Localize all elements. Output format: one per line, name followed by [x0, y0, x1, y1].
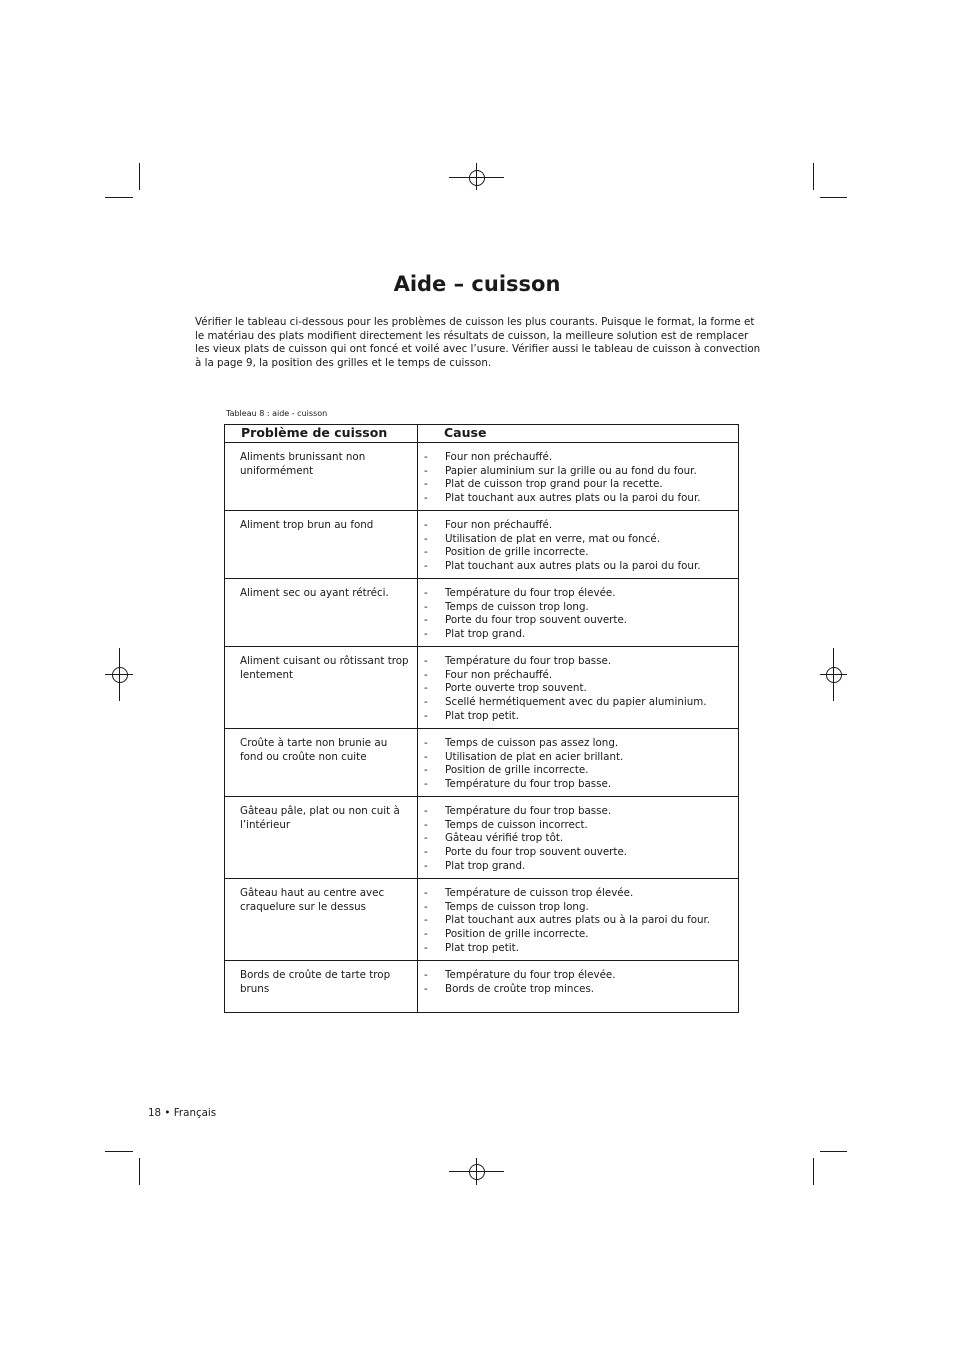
cause-list — [424, 587, 730, 642]
cause-item: - Plat trop grand. — [424, 628, 730, 642]
cause-item: - Plat trop petit. — [424, 942, 730, 956]
table-row — [225, 879, 739, 961]
cause-item: - Gâteau vérifié trop tôt. — [424, 832, 730, 846]
cause-item: - Papier aluminium sur la grille ou au fond du four. — [424, 465, 730, 479]
cause-item: - Température du four trop élevée. — [424, 969, 730, 983]
table-row — [225, 729, 739, 797]
cause-cell — [418, 961, 739, 1013]
crop-mark — [813, 163, 814, 190]
cause-item: - Position de grille incorrecte. — [424, 764, 730, 778]
table-header-row — [225, 425, 739, 443]
table-row — [225, 797, 739, 879]
cause-item: - Scellé hermétiquement avec du papier aluminium. — [424, 696, 730, 710]
cause-list — [424, 519, 730, 574]
crop-mark — [820, 1151, 847, 1152]
cause-item: - Temps de cuisson pas assez long. — [424, 737, 730, 751]
cause-item: - Température du four trop basse. — [424, 805, 730, 819]
table-row — [225, 961, 739, 1013]
cause-cell — [418, 647, 739, 729]
crop-mark — [813, 1158, 814, 1185]
cause-item: - Température de cuisson trop élevée. — [424, 887, 730, 901]
cause-item: - Temps de cuisson trop long. — [424, 601, 730, 615]
cause-item: - Temps de cuisson incorrect. — [424, 819, 730, 833]
problem-cell: Bords de croûte de tarte trop bruns — [225, 961, 418, 1013]
table-body — [225, 443, 739, 1013]
cause-cell — [418, 443, 739, 511]
header-problem: Problème de cuisson — [225, 425, 418, 443]
cause-item: - Porte ouverte trop souvent. — [424, 682, 730, 696]
cause-item: - Plat trop grand. — [424, 860, 730, 874]
problem-cell: Aliment trop brun au fond — [225, 511, 418, 579]
cause-item: - Plat touchant aux autres plats ou à la paroi du four. — [424, 914, 730, 928]
cause-item: - Position de grille incorrecte. — [424, 546, 730, 560]
crop-mark — [105, 197, 133, 198]
cause-item: - Température du four trop basse. — [424, 655, 730, 669]
cause-cell — [418, 729, 739, 797]
cause-item: - Utilisation de plat en verre, mat ou foncé. — [424, 533, 730, 547]
cause-item: - Porte du four trop souvent ouverte. — [424, 614, 730, 628]
crop-mark — [105, 1151, 133, 1152]
cause-item: - Temps de cuisson trop long. — [424, 901, 730, 915]
cause-cell — [418, 511, 739, 579]
problem-cell: Croûte à tarte non brunie au fond ou croûte non cuite — [225, 729, 418, 797]
intro-paragraph: Vérifier le tableau ci-dessous pour les problèmes de cuisson les plus courants. Puisque le format, la forme et le matériau des plats modifient directement les résultats de cuisson, la meilleure solution est de remplacer les vieux plats de cuisson qui ont foncé et voilé avec l’usure. Vérifier aussi le tableau de cuisson à convection à la page 9, la position des grilles et le temps de cuisson. — [195, 316, 761, 370]
problem-cell: Gâteau pâle, plat ou non cuit à l’intérieur — [225, 797, 418, 879]
cause-cell — [418, 797, 739, 879]
cause-item: - Plat de cuisson trop grand pour la recette. — [424, 478, 730, 492]
cause-item: - Plat touchant aux autres plats ou la paroi du four. — [424, 492, 730, 506]
cause-item: - Porte du four trop souvent ouverte. — [424, 846, 730, 860]
table-row — [225, 579, 739, 647]
cause-item: - Plat trop petit. — [424, 710, 730, 724]
table-row — [225, 443, 739, 511]
cooking-help-table — [224, 424, 739, 1013]
cause-item: - Bords de croûte trop minces. — [424, 983, 730, 997]
cause-item: - Température du four trop basse. — [424, 778, 730, 792]
cause-cell — [418, 579, 739, 647]
problem-cell: Aliments brunissant non uniformément — [225, 443, 418, 511]
problem-cell: Aliment sec ou ayant rétréci. — [225, 579, 418, 647]
cause-list — [424, 887, 730, 956]
cause-item: - Four non préchauffé. — [424, 451, 730, 465]
page-footer: 18 • Français — [148, 1107, 217, 1119]
cause-item: - Four non préchauffé. — [424, 669, 730, 683]
cause-item: - Utilisation de plat en acier brillant. — [424, 751, 730, 765]
cause-cell — [418, 879, 739, 961]
page-title: Aide – cuisson — [393, 272, 561, 296]
cause-list — [424, 969, 730, 996]
crop-mark — [139, 163, 140, 190]
cause-item: - Position de grille incorrecte. — [424, 928, 730, 942]
cause-item: - Plat touchant aux autres plats ou la paroi du four. — [424, 560, 730, 574]
table-row — [225, 647, 739, 729]
cause-list — [424, 805, 730, 874]
crop-mark — [820, 197, 847, 198]
cause-item: - Four non préchauffé. — [424, 519, 730, 533]
problem-cell: Aliment cuisant ou rôtissant trop lentement — [225, 647, 418, 729]
problem-cell: Gâteau haut au centre avec craquelure sur le dessus — [225, 879, 418, 961]
crop-mark — [139, 1158, 140, 1185]
header-cause: Cause — [418, 425, 739, 443]
cause-list — [424, 451, 730, 506]
cause-list — [424, 655, 730, 724]
table-row — [225, 511, 739, 579]
cause-item: - Température du four trop élevée. — [424, 587, 730, 601]
cause-list — [424, 737, 730, 792]
table-caption: Tableau 8 : aide - cuisson — [226, 409, 328, 418]
